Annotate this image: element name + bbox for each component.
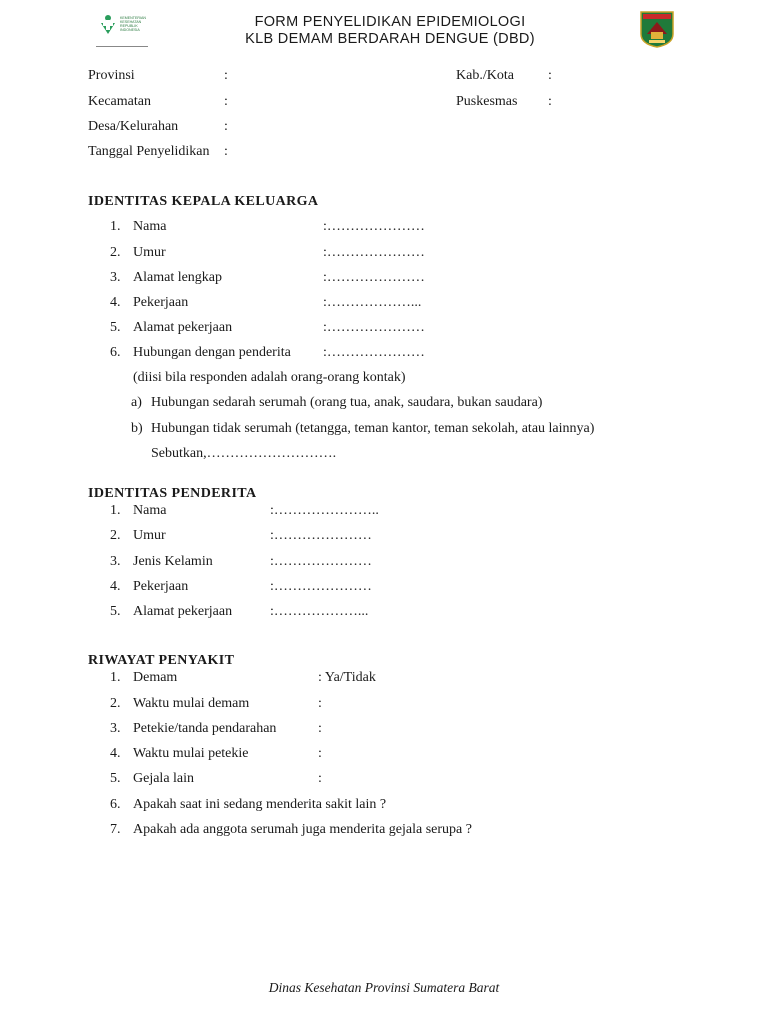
list-number: 7.: [110, 822, 121, 837]
nama-penderita-field[interactable]: :…………………..: [270, 503, 379, 518]
nama-kk-label: Nama: [133, 219, 167, 234]
list-number: 5.: [110, 320, 121, 335]
umur-kk-label: Umur: [133, 245, 166, 260]
list-number: 1.: [110, 219, 121, 234]
desa-label: Desa/Kelurahan: [88, 119, 179, 134]
hubungan-label: Hubungan dengan penderita: [133, 345, 291, 360]
alamat-kk-label: Alamat lengkap: [133, 270, 223, 285]
jenis-kelamin-field[interactable]: :…………………: [270, 554, 372, 569]
list-number: 5.: [110, 604, 121, 619]
waktu-petekie-label: Waktu mulai petekie: [133, 746, 249, 761]
pekerjaan-kk-field[interactable]: :………………...: [323, 295, 422, 310]
tanggal-label: Tanggal Penyelidikan: [88, 144, 210, 159]
desa-field[interactable]: :: [224, 119, 228, 134]
waktu-petekie-field[interactable]: :: [318, 746, 322, 761]
list-number: 2.: [110, 245, 121, 260]
hubungan-tidak-serumah-option: Hubungan tidak serumah (tetangga, teman kantor, teman sekolah, atau lainnya): [151, 421, 595, 436]
alamat-pekerjaan-penderita-field[interactable]: :………………...: [270, 604, 369, 619]
petekie-label: Petekie/tanda pendarahan: [133, 721, 277, 736]
pekerjaan-penderita-label: Pekerjaan: [133, 579, 189, 594]
demam-label: Demam: [133, 670, 178, 685]
alamat-kk-field[interactable]: :…………………: [323, 270, 425, 285]
gejala-lain-label: Gejala lain: [133, 771, 195, 786]
sub-option-letter: b): [131, 421, 143, 436]
umur-penderita-label: Umur: [133, 528, 166, 543]
petekie-field[interactable]: :: [318, 721, 322, 736]
sumatera-barat-crest-icon: [638, 10, 676, 48]
puskesmas-field[interactable]: :: [548, 94, 552, 109]
question-anggota-serumah: Apakah ada anggota serumah juga menderita gejala serupa ?: [133, 822, 472, 837]
sebutkan-field[interactable]: Sebutkan,……………………….: [151, 446, 337, 461]
kab-kota-label: Kab./Kota: [456, 68, 514, 83]
pekerjaan-kk-label: Pekerjaan: [133, 295, 189, 310]
kecamatan-label: Kecamatan: [88, 94, 151, 109]
jenis-kelamin-label: Jenis Kelamin: [133, 554, 213, 569]
alamat-pekerjaan-kk-label: Alamat pekerjaan: [133, 320, 233, 335]
waktu-demam-field[interactable]: :: [318, 696, 322, 711]
list-number: 4.: [110, 579, 121, 594]
gejala-lain-field[interactable]: :: [318, 771, 322, 786]
logo-text-line: KESEHATAN: [120, 20, 142, 24]
alamat-pekerjaan-kk-field[interactable]: :…………………: [323, 320, 425, 335]
hubungan-field[interactable]: :…………………: [323, 345, 425, 360]
list-number: 3.: [110, 721, 121, 736]
footer-text: Dinas Kesehatan Provinsi Sumatera Barat: [268, 980, 500, 995]
form-title-line2: KLB DEMAM BERDARAH DENGUE (DBD): [245, 31, 535, 47]
list-number: 5.: [110, 771, 121, 786]
list-number: 4.: [110, 295, 121, 310]
kab-kota-field[interactable]: :: [548, 68, 552, 83]
provinsi-label: Provinsi: [88, 68, 135, 83]
umur-kk-field[interactable]: :…………………: [323, 245, 425, 260]
puskesmas-label: Puskesmas: [456, 94, 518, 109]
hubungan-sedarah-option: Hubungan sedarah serumah (orang tua, anak, saudara, bukan saudara): [151, 395, 543, 410]
list-number: 3.: [110, 554, 121, 569]
question-sakit-lain: Apakah saat ini sedang menderita sakit lain ?: [133, 797, 387, 812]
list-number: 6.: [110, 345, 121, 360]
nama-kk-field[interactable]: :…………………: [323, 219, 425, 234]
kontak-note: (diisi bila responden adalah orang-orang kontak): [133, 370, 406, 385]
umur-penderita-field[interactable]: :…………………: [270, 528, 372, 543]
tanggal-field[interactable]: :: [224, 144, 228, 159]
waktu-demam-label: Waktu mulai demam: [133, 696, 250, 711]
list-number: 1.: [110, 503, 121, 518]
list-number: 3.: [110, 270, 121, 285]
demam-field[interactable]: : Ya/Tidak: [318, 670, 376, 685]
alamat-pekerjaan-penderita-label: Alamat pekerjaan: [133, 604, 233, 619]
kecamatan-field[interactable]: :: [224, 94, 228, 109]
logo-text-line: REPUBLIK: [120, 24, 138, 28]
nama-penderita-label: Nama: [133, 503, 167, 518]
form-title-line1: FORM PENYELIDIKAN EPIDEMIOLOGI: [254, 14, 526, 30]
section-heading-penderita: IDENTITAS PENDERITA: [88, 486, 257, 501]
section-heading-kepala: IDENTITAS KEPALA KELUARGA: [88, 194, 319, 209]
sub-option-letter: a): [131, 395, 142, 410]
kemenkes-logo-icon: [94, 12, 150, 50]
logo-text-line: KEMENTERIAN: [120, 16, 146, 20]
list-number: 6.: [110, 797, 121, 812]
list-number: 1.: [110, 670, 121, 685]
logo-text-line: INDONESIA: [120, 28, 140, 32]
list-number: 2.: [110, 696, 121, 711]
provinsi-field[interactable]: :: [224, 68, 228, 83]
list-number: 4.: [110, 746, 121, 761]
list-number: 2.: [110, 528, 121, 543]
section-heading-riwayat: RIWAYAT PENYAKIT: [88, 653, 235, 668]
pekerjaan-penderita-field[interactable]: :…………………: [270, 579, 372, 594]
